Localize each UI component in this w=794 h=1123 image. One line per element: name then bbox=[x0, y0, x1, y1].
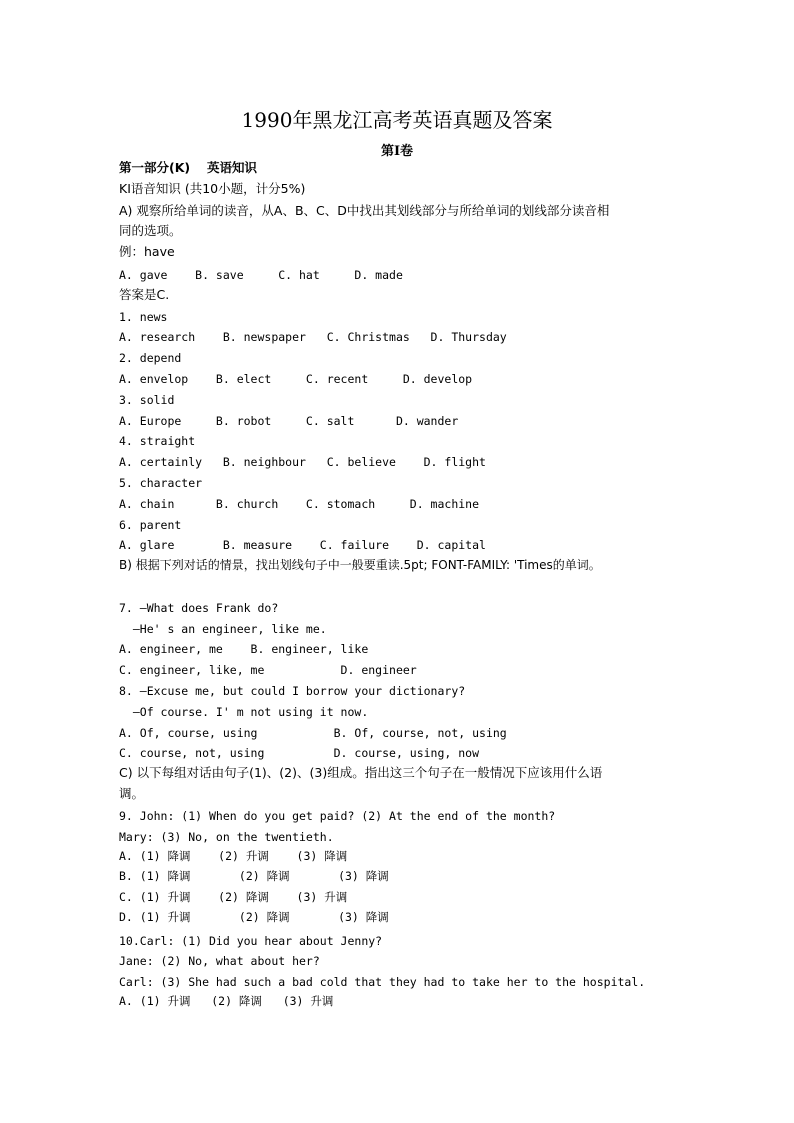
question-3-options: A. Europe B. robot C. salt D. wander bbox=[119, 414, 459, 428]
question-10-line2: Jane: (2) No, what about her? bbox=[119, 954, 320, 968]
question-8-options-ab: A. Of, course, using B. Of, course, not, using bbox=[119, 726, 507, 740]
question-2: 2. depend bbox=[119, 351, 182, 365]
question-3: 3. solid bbox=[119, 393, 175, 407]
section-c-instruction-line1: C) 以下每组对话由句子(1)、(2)、(3)组成。指出这三个句子在一般情况下应该用什么语 bbox=[119, 765, 603, 780]
question-2-options: A. envelop B. elect C. recent D. develop bbox=[119, 372, 473, 386]
question-7-reply: —He' s an engineer, like me. bbox=[119, 622, 327, 636]
question-1: 1. news bbox=[119, 310, 168, 324]
section-a-instruction-line1: A) 观察所给单词的读音，从A、B、C、D中找出其划线部分与所给单词的划线部分读音相 bbox=[119, 203, 610, 218]
question-1-options: A. research B. newspaper C. Christmas D. Thursday bbox=[119, 330, 507, 344]
question-9-line1: 9. John: (1) When do you get paid? (2) At the end of the month? bbox=[119, 809, 556, 823]
question-9-option-a: A. (1) 降调 (2) 升调 (3) 降调 bbox=[119, 849, 348, 863]
question-7-options-cd: C. engineer, like, me D. engineer bbox=[119, 663, 417, 677]
question-9-line2: Mary: (3) No, on the twentieth. bbox=[119, 830, 334, 844]
question-10-option-a: A. (1) 升调 (2) 降调 (3) 升调 bbox=[119, 994, 334, 1008]
question-4-options: A. certainly B. neighbour C. believe D. flight bbox=[119, 455, 486, 469]
section-a-instruction-line2: 同的选项。 bbox=[119, 223, 182, 238]
section-b-instruction: B) 根据下列对话的情景，找出划线句子中一般要重读.5pt; FONT-FAMILY: 'Times的单词。 bbox=[119, 558, 601, 572]
question-7-options-ab: A. engineer, me B. engineer, like bbox=[119, 642, 369, 656]
question-9-option-c: C. (1) 升调 (2) 降调 (3) 升调 bbox=[119, 890, 348, 904]
question-10-line1: 10.Carl: (1) Did you hear about Jenny? bbox=[119, 934, 383, 948]
example-options: A. gave B. save C. hat D. made bbox=[119, 268, 403, 282]
question-7: 7. —What does Frank do? bbox=[119, 601, 279, 615]
question-8-options-cd: C. course, not, using D. course, using, now bbox=[119, 746, 480, 760]
section-ki-heading: KI语音知识 (共10小题，计分5%) bbox=[119, 181, 306, 196]
question-8: 8. —Excuse me, but could I borrow your dictionary? bbox=[119, 684, 466, 698]
section-c-instruction-line2: 调。 bbox=[119, 786, 145, 801]
question-9-option-b: B. (1) 降调 (2) 降调 (3) 降调 bbox=[119, 869, 389, 883]
question-10-line3: Carl: (3) She had such a bad cold that they had to take her to the hospital. bbox=[119, 975, 646, 989]
example-label: 例：have bbox=[119, 244, 175, 259]
document-title: 1990年黑龙江高考英语真题及答案 bbox=[241, 108, 553, 132]
question-6-options: A. glare B. measure C. failure D. capital bbox=[119, 538, 486, 552]
question-4: 4. straight bbox=[119, 434, 196, 448]
example-answer: 答案是C. bbox=[119, 287, 170, 302]
volume-label: 第Ⅰ卷 bbox=[380, 144, 414, 159]
question-5: 5. character bbox=[119, 476, 203, 490]
question-8-reply: —Of course. I' m not using it now. bbox=[119, 705, 369, 719]
question-6: 6. parent bbox=[119, 518, 182, 532]
question-9-option-d: D. (1) 升调 (2) 降调 (3) 降调 bbox=[119, 910, 389, 924]
question-5-options: A. chain B. church C. stomach D. machine bbox=[119, 497, 480, 511]
part1-heading: 第一部分(K) 英语知识 bbox=[119, 160, 257, 175]
